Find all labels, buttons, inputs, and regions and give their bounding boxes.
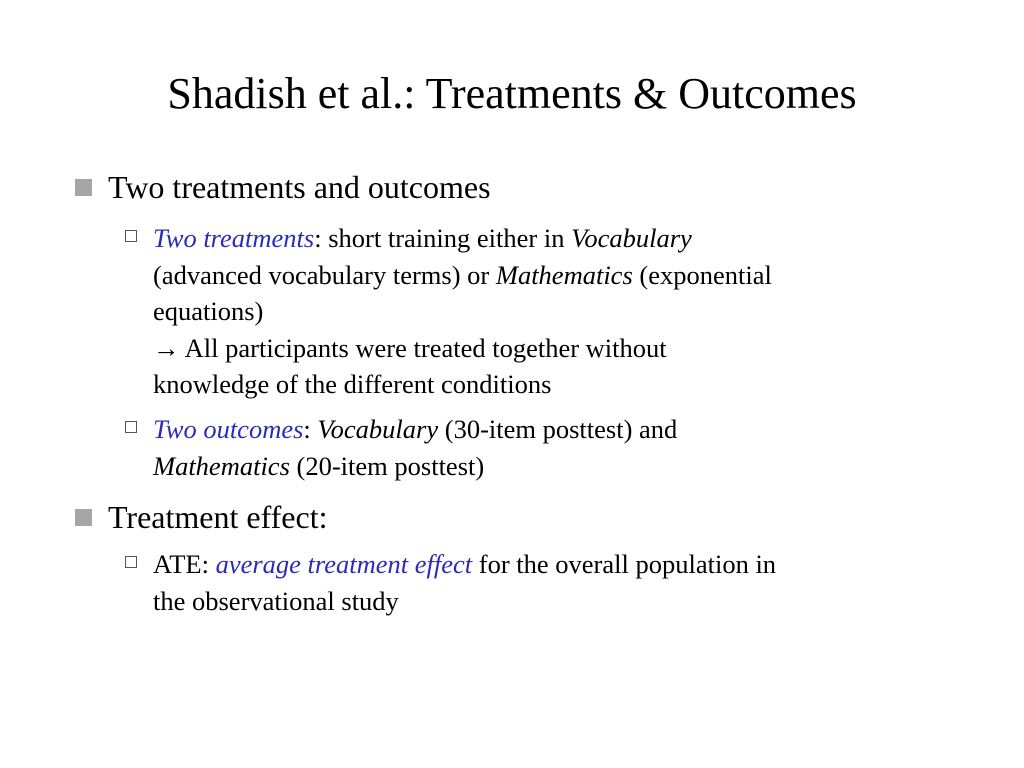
arrow-right-icon: → <box>153 332 180 363</box>
sub-bullet-line-2: (advanced vocabulary terms) or Mathematics (exponential <box>153 259 772 290</box>
sub-bullet-line-5: knowledge of the different conditions <box>153 369 552 399</box>
sub-bullet-line-2: Mathematics (20-item posttest) <box>153 450 485 481</box>
slide-title: Shadish et al.: Treatments & Outcomes <box>167 69 857 118</box>
sub-bullet-line-1: Two treatments: short training either in Vocabulary <box>153 223 692 253</box>
sub-bullet-line-1: Two outcomes: Vocabulary (30-item posttest) and <box>153 414 678 444</box>
square-bullet-icon <box>75 179 92 196</box>
term-mathematics: Mathematics <box>153 450 290 481</box>
term-two-outcomes: Two outcomes <box>153 414 304 444</box>
bullet-heading: Treatment effect: <box>108 499 328 535</box>
sub-bullet-ate <box>153 546 983 619</box>
sub-bullet-line-3: equations) <box>153 296 264 326</box>
sub-bullet-line-2: the observational study <box>153 585 399 616</box>
bullet-heading: Two treatments and outcomes <box>108 169 491 205</box>
sub-bullet-two-outcomes <box>153 411 983 484</box>
bullet-treatment-effect <box>108 498 327 536</box>
hollow-square-bullet-icon <box>125 556 137 568</box>
sub-bullet-line-4: → All participants were treated together without <box>153 332 667 363</box>
hollow-square-bullet-icon <box>125 230 137 242</box>
sub-bullet-two-treatments <box>153 220 983 403</box>
sub-bullet-line-1: ATE: average treatment effect for the overall population in <box>153 549 777 579</box>
term-average-treatment-effect: average treatment effect <box>215 549 473 579</box>
square-bullet-icon <box>75 509 92 526</box>
hollow-square-bullet-icon <box>125 421 137 433</box>
term-vocabulary: Vocabulary <box>317 414 439 444</box>
term-two-treatments: Two treatments <box>153 223 315 253</box>
bullet-two-treatments-and-outcomes <box>108 168 491 206</box>
term-vocabulary: Vocabulary <box>571 223 692 253</box>
term-mathematics: Mathematics <box>495 259 633 290</box>
